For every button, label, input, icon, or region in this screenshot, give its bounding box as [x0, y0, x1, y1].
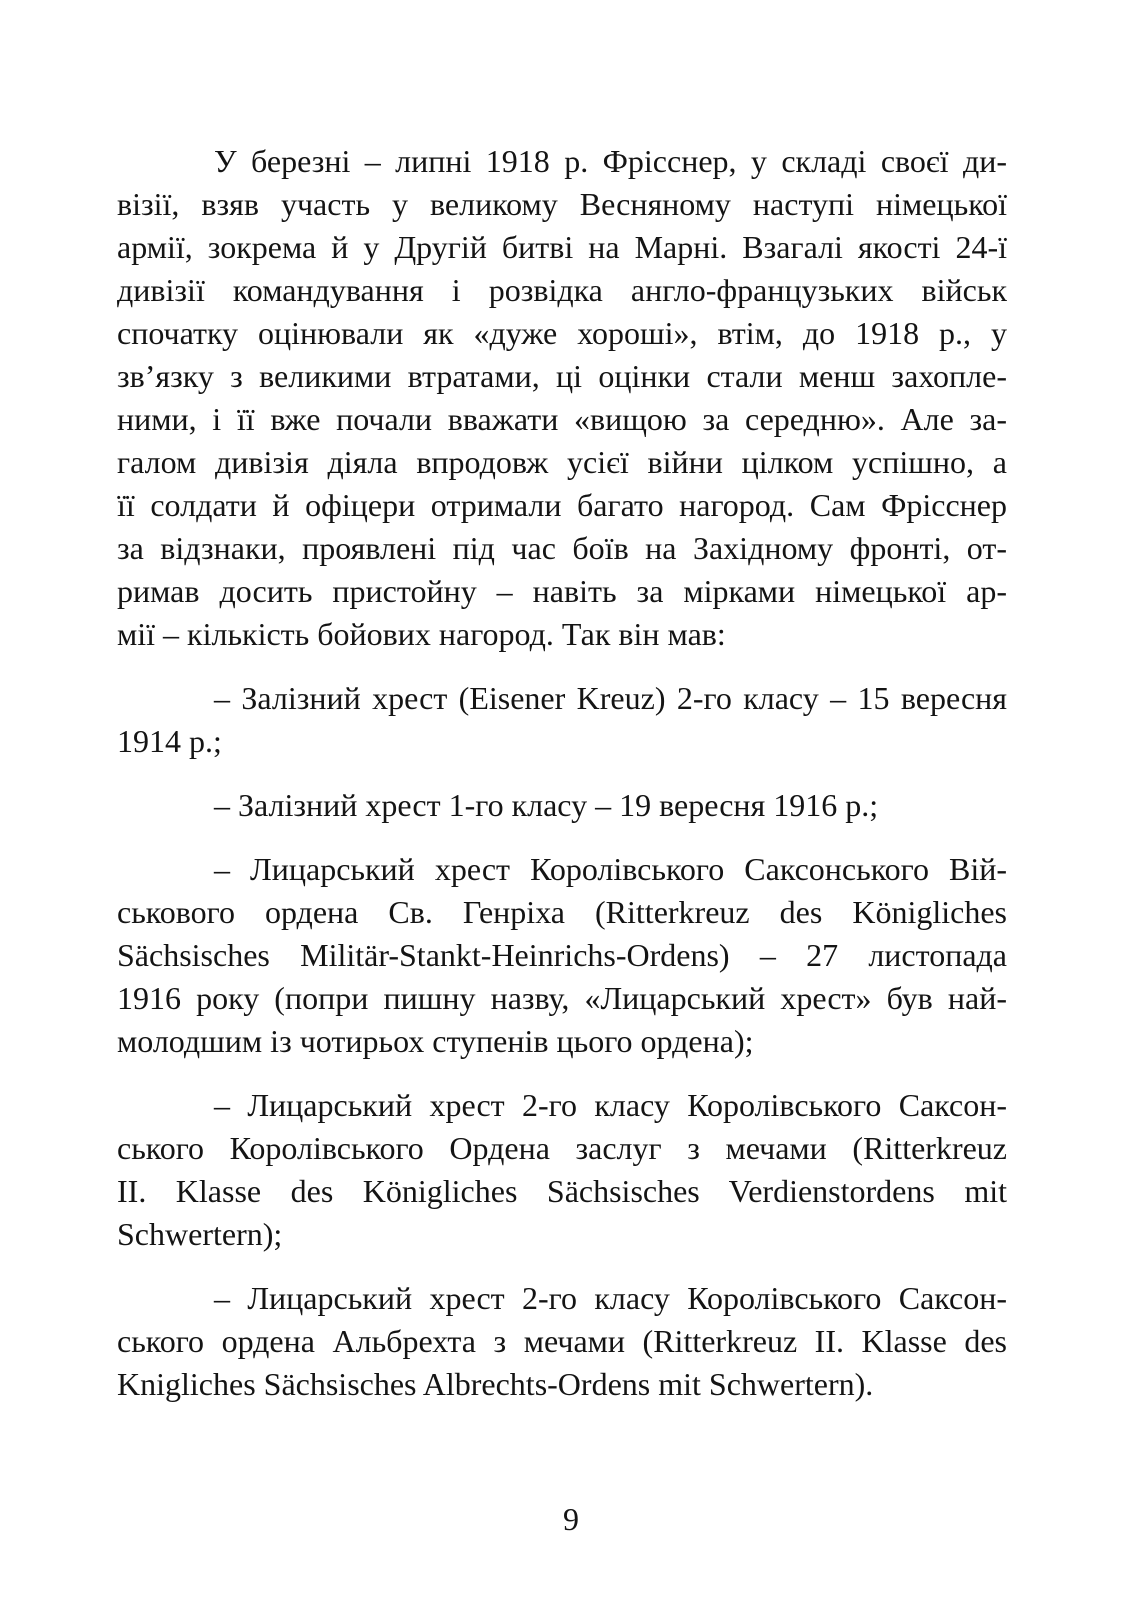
- text-line: галом дивізія діяла впродовж усієї війни цілком успішно, а: [117, 444, 1007, 480]
- page-number: 9: [563, 1501, 579, 1537]
- text-line: 1916 року (попри пишну назву, «Лицарський хрест» був най-: [117, 980, 1007, 1016]
- text-line: – Лицарський хрест Королівського Саксонського Вій-: [214, 851, 1007, 887]
- text-line: армії, зокрема й у Другій битві на Марні. Взагалі якості 24-ї: [117, 229, 1007, 265]
- text-line: Knigliches Sächsisches Albrechts-Ordens mit Schwertern).: [117, 1366, 874, 1402]
- text-line: У березні – липні 1918 р. Фрісснер, у складі своєї ди-: [214, 143, 1007, 179]
- text-line: римав досить пристойну – навіть за мірками німецької ар-: [117, 573, 1007, 609]
- text-line: ними, і її вже почали вважати «вищою за середню». Але за-: [117, 401, 1007, 437]
- text-line: молодшим із чотирьох ступенів цього ордена);: [117, 1023, 754, 1059]
- text-line: Sächsisches Militär-Stankt-Heinrichs-Ordens) – 27 листопада: [117, 937, 1007, 973]
- paragraph: [117, 848, 1007, 1063]
- text-line: зв’язку з великими втратами, ці оцінки стали менш захопле-: [117, 358, 1007, 394]
- text-line: спочатку оцінювали як «дуже хороші», втім, до 1918 р., у: [117, 315, 1007, 351]
- paragraph: [117, 1084, 1007, 1256]
- text-line: мії – кількість бойових нагород. Так він мав:: [117, 616, 726, 652]
- text-line: візії, взяв участь у великому Весняному наступі німецької: [117, 186, 1007, 222]
- text-line: 1914 р.;: [117, 723, 222, 759]
- text-line: ськового ордена Св. Генріха (Ritterkreuz des Königliches: [117, 894, 1007, 930]
- text-block: [117, 140, 1007, 1406]
- text-line: її солдати й офіцери отримали багато нагород. Сам Фрісснер: [117, 487, 1007, 523]
- text-line: за відзнаки, проявлені під час боїв на Західному фронті, от-: [117, 530, 1007, 566]
- text-line: – Лицарський хрест 2-го класу Королівського Саксон-: [214, 1280, 1007, 1316]
- text-line: дивізії командування і розвідка англо-французьких військ: [117, 272, 1007, 308]
- paragraph: [117, 140, 1007, 656]
- paragraph: [117, 677, 1007, 763]
- paragraph: [117, 784, 1007, 827]
- text-line: – Залізний хрест (Eisener Kreuz) 2-го класу – 15 вересня: [214, 680, 1007, 716]
- text-line: ського Королівського Ордена заслуг з мечами (Ritterkreuz: [117, 1130, 1007, 1166]
- paragraph: [117, 1277, 1007, 1406]
- text-line: ського ордена Альбрехта з мечами (Ritterkreuz II. Klasse des: [117, 1323, 1007, 1359]
- text-line: Schwertern);: [117, 1216, 283, 1252]
- text-line: II. Klasse des Königliches Sächsisches Verdienstordens mit: [117, 1173, 1007, 1209]
- text-line: – Залізний хрест 1-го класу – 19 вересня 1916 р.;: [214, 787, 879, 823]
- text-line: – Лицарський хрест 2-го класу Королівського Саксон-: [214, 1087, 1007, 1123]
